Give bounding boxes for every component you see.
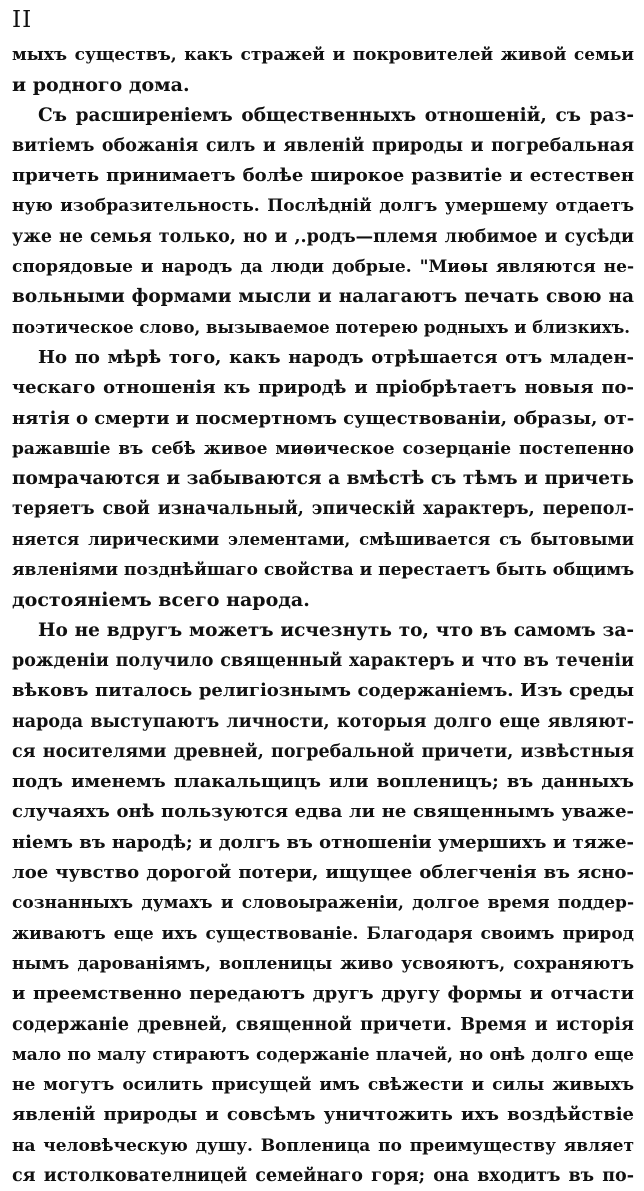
- text-line: помрачаются и забываются а вмѣстѣ съ тѣмъ и причеть: [12, 468, 634, 490]
- text-line: явленій природы и совсѣмъ уничтожить ихъ воздѣйствіе: [12, 1104, 634, 1126]
- text-line: ную изобразительность. Послѣдній долгъ умершему отдаетъ: [12, 196, 634, 217]
- text-line: живаютъ еще ихъ существованіе. Благодаря своимъ природ: [12, 923, 634, 944]
- text-line: явленіями позднѣйшаго свойства и перестаетъ быть общимъ: [12, 560, 634, 581]
- text-line: сознанныхъ думахъ и словоыраженіи, долгое время поддер-: [12, 893, 634, 914]
- text-line: рожденіи получило священный характеръ и что въ теченіи: [12, 650, 634, 671]
- text-line: теряетъ свой изначальный, эпическій характеръ, перепол-: [12, 499, 634, 520]
- text-line: ческаго отношенія къ природѣ и пріобрѣтаетъ новыя по-: [12, 377, 634, 399]
- text-line: не могутъ осилить присущей имъ свѣжести и силы живыхъ: [12, 1075, 634, 1096]
- text-line: мыхъ существъ, какъ стражей и покровителей живой семьи: [12, 45, 634, 65]
- text-line: случаяхъ онѣ пользуются едва ли не священнымъ уваже-: [12, 801, 634, 823]
- text-line: ражавшіе въ себѣ живое миѳическое созерцаніе постепенно: [12, 438, 634, 459]
- text-line: Съ расширеніемъ общественныхъ отношеній, съ раз-: [38, 104, 634, 126]
- text-line: и преемственно передаютъ другъ другу формы и отчасти: [12, 983, 634, 1005]
- text-line: причеть принимаетъ болѣе широкое развитіе и естествен: [12, 165, 634, 187]
- text-line: достояніемъ всего народа.: [12, 589, 310, 612]
- text-line: нятія о смерти и посмертномъ существованіи, образы, от-: [12, 407, 634, 429]
- text-line: лое чувство дорогой потери, ищущее облегченія въ ясно-: [12, 862, 634, 884]
- text-line: содержаніе древней, священной причети. Время и исторія: [12, 1014, 634, 1035]
- text-line: вольными формами мысли и налагаютъ печать свою на: [12, 286, 634, 308]
- text-line: Но по мѣрѣ того, какъ народъ отрѣшается отъ младен-: [38, 346, 634, 368]
- text-line: мало по малу стираютъ содержаніе плачей, но онѣ долго еще: [12, 1044, 634, 1065]
- text-line: вѣковъ питалось религіознымъ содержаніемъ. Изъ среды: [12, 680, 634, 702]
- text-line: подъ именемъ плакальщицъ или вопленицъ; въ данныхъ: [12, 771, 634, 793]
- text-line: и родного дома.: [12, 74, 190, 97]
- text-body: [12, 40, 634, 1191]
- text-line: на человѣческую душу. Вопленица по преимуществу являет: [12, 1135, 634, 1156]
- text-line: поэтическое слово, вызываемое потерею родныхъ и близкихъ.: [12, 317, 631, 337]
- text-line: нымъ дарованіямъ, вопленицы живо усвояютъ, сохраняютъ: [12, 953, 634, 974]
- text-line: Но не вдругъ можетъ исчезнуть то, что въ самомъ за-: [38, 619, 634, 641]
- text-line: спорядовые и народъ да люди добрые. "Миѳы являются не-: [12, 257, 634, 278]
- text-line: няется лирическими элементами, смѣшивается съ бытовыми: [12, 529, 634, 549]
- text-line: витіемъ обожанія силъ и явленій природы и погребальная: [12, 135, 634, 156]
- text-line: уже не семья только, но и ,.родъ—племя любимое и сусѣди: [12, 226, 634, 247]
- text-line: ся истолкователницей семейнаго горя; она входитъ въ по-: [12, 1165, 634, 1186]
- page-number: II: [12, 7, 33, 33]
- text-line: народа выступаютъ личности, которыя долго еще являют-: [12, 711, 634, 732]
- text-line: ніемъ въ народѣ; и долгъ въ отношеніи умершихъ и тяже-: [12, 831, 634, 853]
- text-line: ся носителями древней, погребальной причети, извѣстныя: [12, 741, 634, 762]
